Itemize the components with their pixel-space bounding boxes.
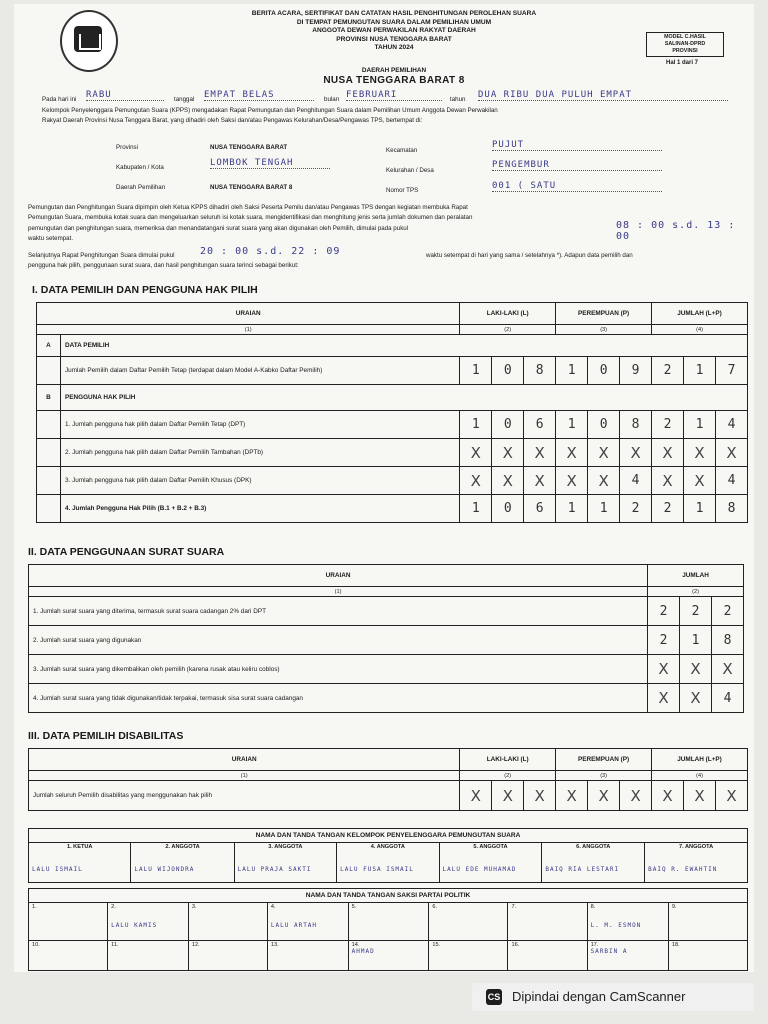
- table-disabilitas: URAIAN LAKI-LAKI (L) PEREMPUAN (P) JUMLAH (L+P) (1) (2) (3) (4) Jumlah seluruh Pemilih disabilitas yang menggunakan hak pilih X X X X X X X X X: [28, 748, 748, 811]
- value-cell: X: [492, 439, 524, 467]
- value-cell: X: [492, 467, 524, 495]
- paragraph-text: waktu setempat di hari yang sama / setelahnya *). Adapun data pemilih dan: [426, 252, 633, 259]
- kpps-name: LALU FUSA ISMAIL: [340, 866, 414, 873]
- value-cell: 4: [620, 467, 652, 495]
- intro-text: Rakyat Daerah Provinsi Nusa Tenggara Barat, yang dihadiri oleh Saksi dan/atau Pengawas Kelurahan/Desa/Pengawas TPS, bertempat di:: [42, 117, 423, 124]
- tanggal-label: tanggal: [174, 96, 195, 103]
- paragraph-text: pemungutan dan penghitungan suara, memeriksa dan menandatangani surat suara yang akan digunakan oleh Pemilih, dimulai pada pukul: [28, 225, 409, 232]
- tps-label: Nomor TPS: [386, 187, 419, 194]
- value-cell: X: [556, 467, 588, 495]
- header-line: DI TEMPAT PEMUNGUTAN SUARA DALAM PEMILIHAN UMUM: [296, 18, 492, 26]
- col-jumlah: JUMLAH (L+P): [652, 749, 748, 771]
- camscanner-icon: CS: [486, 989, 502, 1005]
- tahun-label: tahun: [450, 96, 466, 103]
- saksi-name: AHMAD: [351, 948, 375, 955]
- dapil-label: DAERAH PEMILIHAN: [361, 67, 427, 74]
- value-cell: 4: [712, 684, 744, 713]
- kpps-name: LALU WIJONDRA: [134, 866, 195, 873]
- value-cell: 2: [652, 495, 684, 523]
- section-1-title: I. DATA PEMILIH DAN PENGGUNA HAK PILIH: [32, 284, 258, 296]
- provinsi-value: NUSA TENGGARA BARAT: [210, 144, 288, 151]
- kecamatan-value: PUJUT: [492, 140, 662, 151]
- intro-text: Kelompok Penyelenggara Pemungutan Suara (KPPS) mengadakan Rapat Pemungutan dan Penghitungan Suara dalam Pemilihan Umum Anggota Dewan Perwakilan: [42, 107, 498, 114]
- kpps-name: LALU ISMAIL: [32, 866, 83, 873]
- value-cell: X: [684, 467, 716, 495]
- value-cell: 0: [492, 411, 524, 439]
- row-heading: PENGGUNA HAK PILIH: [60, 385, 747, 411]
- table-kpps-signatures: [28, 828, 748, 883]
- kpps-name: BAIQ R. EWAHTIN: [648, 866, 718, 873]
- kpps-cell: 3. ANGGOTA LALU PRAJA SAKTI: [234, 843, 336, 883]
- value-cell: 2: [648, 626, 680, 655]
- row-heading: DATA PEMILIH: [60, 335, 747, 357]
- value-cell: 2: [652, 411, 684, 439]
- saksi-name: SARBIN A: [590, 948, 628, 955]
- row-label: 2. Jumlah surat suara yang digunakan: [29, 626, 648, 655]
- value-cell: 1: [460, 411, 492, 439]
- saksi-name: L. M. ESMON: [590, 922, 642, 929]
- row-label: 1. Jumlah surat suara yang diterima, termasuk surat suara cadangan 2% dari DPT: [29, 597, 648, 626]
- value-cell: X: [648, 655, 680, 684]
- value-cell: 1: [680, 626, 712, 655]
- kelurahan-label: Kelurahan / Desa: [386, 167, 434, 174]
- value-cell: X: [556, 439, 588, 467]
- col-jumlah: JUMLAH: [648, 565, 744, 587]
- row-letter: B: [37, 385, 61, 411]
- row-label: Jumlah Pemilih dalam Daftar Pemilih Tetap (terdapat dalam Model A-Kabko Daftar Pemilih): [60, 357, 459, 385]
- col-laki: LAKI-LAKI (L): [460, 303, 556, 325]
- bulan-label: bulan: [324, 96, 340, 103]
- paragraph-text: Selanjutnya Rapat Penghitungan Suara dimulai pukul: [28, 252, 175, 259]
- tps-value: 001 ( SATU: [492, 181, 662, 192]
- value-cell: 9: [620, 357, 652, 385]
- kabupaten-label: Kabupaten / Kota: [116, 164, 164, 171]
- kpps-cell: 6. ANGGOTA BAIQ RIA LESTARI: [542, 843, 645, 883]
- saksi-title: NAMA DAN TANDA TANGAN SAKSI PARTAI POLITIK: [29, 889, 748, 903]
- value-cell: 0: [492, 495, 524, 523]
- value-cell: 0: [492, 357, 524, 385]
- value-cell: X: [524, 439, 556, 467]
- value-cell: X: [680, 684, 712, 713]
- kecamatan-label: Kecamatan: [386, 147, 418, 154]
- hari-label: Pada hari ini: [42, 96, 77, 103]
- header-line: TAHUN 2024: [374, 44, 414, 52]
- value-cell: X: [588, 781, 620, 811]
- value-cell: 4: [715, 411, 747, 439]
- section-3-title: III. DATA PEMILIH DISABILITAS: [28, 730, 184, 742]
- value-cell: X: [588, 467, 620, 495]
- tanggal-value: EMPAT BELAS: [204, 90, 314, 101]
- col-uraian: URAIAN: [29, 749, 460, 771]
- kpps-name: LALU EDE MUHAMAD: [442, 866, 517, 873]
- value-cell: X: [620, 781, 652, 811]
- header-line: ANGGOTA DEWAN PERWAKILAN RAKYAT DAERAH: [312, 27, 476, 35]
- value-cell: 6: [524, 411, 556, 439]
- table-saksi-signatures: NAMA DAN TANDA TANGAN SAKSI PARTAI POLITIK 1. 2. LALU KAMIS 3. 4. LALU ARTAH 5. 6. 7. 8. L. M. ESMON 9. 10. 11. 12. 13. 14. AHMAD 15. 16. 17. SARBIN A 18.: [28, 888, 748, 971]
- saksi-name: LALU ARTAH: [270, 922, 318, 929]
- row-letter: A: [37, 335, 61, 357]
- dapil-field-value: NUSA TENGGARA BARAT 8: [210, 184, 293, 191]
- value-cell: X: [588, 439, 620, 467]
- form-header: [164, 10, 624, 53]
- value-cell: X: [556, 781, 588, 811]
- value-cell: X: [652, 781, 684, 811]
- value-cell: 1: [460, 357, 492, 385]
- col-laki: LAKI-LAKI (L): [460, 749, 556, 771]
- value-cell: X: [524, 467, 556, 495]
- value-cell: 1: [684, 495, 716, 523]
- row-label: 1. Jumlah pengguna hak pilih dalam Daftar Pemilih Tetap (DPT): [60, 411, 459, 439]
- value-cell: X: [460, 439, 492, 467]
- value-cell: X: [715, 781, 747, 811]
- value-cell: X: [460, 781, 492, 811]
- value-cell: X: [712, 655, 744, 684]
- value-cell: 2: [648, 597, 680, 626]
- section-2-title: II. DATA PENGGUNAAN SURAT SUARA: [28, 546, 225, 558]
- header-line: PROVINSI NUSA TENGGARA BARAT: [336, 35, 452, 43]
- value-cell: 1: [588, 495, 620, 523]
- value-cell: X: [684, 781, 716, 811]
- value-cell: 1: [684, 411, 716, 439]
- header-line: BERITA ACARA, SERTIFIKAT DAN CATATAN HASIL PENGHITUNGAN PEROLEHAN SUARA: [251, 10, 537, 17]
- camscanner-badge: [472, 983, 754, 1011]
- row-label: Jumlah seluruh Pemilih disabilitas yang menggunakan hak pilih: [29, 781, 460, 811]
- table-data-pemilih: URAIAN LAKI-LAKI (L) PEREMPUAN (P) JUMLAH (L+P) (1) (2) (3) (4) A DATA PEMILIH Jumlah Pemilih dalam Daftar Pemilih Tetap (terdapat dalam Model A-Kabko Daftar Pemilih) 1 0 8 1 0 9 2 1 7 B PENGGUNA HAK PILIH 1. Jumlah pengguna hak pilih dalam Daftar Pemilih Tetap (DPT) 1 0 6 1 0 8 2 1 4 2. Jumlah pengguna hak pilih dalam Daftar Pemilih Tambahan (DPTb) X X X X X X X X X 3. Jumlah pengguna hak pilih dalam Daftar Pemilih Khusus (DPK) X X X X X 4 X X 4 4. Jumlah Pengguna Hak Pilih (B.1 + B.2 + B.3) 1 0 6 1 1 2 2 1 8: [36, 302, 748, 523]
- col-jumlah: JUMLAH (L+P): [652, 303, 748, 325]
- value-cell: 4: [715, 467, 747, 495]
- value-cell: X: [620, 439, 652, 467]
- kpps-name: LALU PRAJA SAKTI: [237, 866, 312, 873]
- col-uraian: URAIAN: [37, 303, 460, 325]
- table-surat-suara: URAIAN JUMLAH (1) (2) 1. Jumlah surat suara yang diterima, termasuk surat suara cadangan 2% dari DPT 2 2 2 2. Jumlah surat suara yang digunakan 2 1 8 3. Jumlah surat suara yang dikembalikan oleh pemilih (karena rusak atau keliru coblos) X X X 4. Jumlah surat suara yang tidak digunakan/tidak terpakai, termasuk sisa surat suara cadangan X X 4: [28, 564, 744, 713]
- rapat-time: 08 : 00 s.d. 13 : 00: [616, 220, 736, 242]
- kpps-name: BAIQ RIA LESTARI: [545, 866, 620, 873]
- bulan-value: FEBRUARI: [346, 90, 442, 101]
- kpps-cell: 2. ANGGOTA LALU WIJONDRA: [131, 843, 234, 883]
- value-cell: X: [652, 439, 684, 467]
- value-cell: 2: [680, 597, 712, 626]
- value-cell: X: [680, 655, 712, 684]
- value-cell: X: [492, 781, 524, 811]
- value-cell: 1: [460, 495, 492, 523]
- value-cell: 7: [715, 357, 747, 385]
- row-label: 3. Jumlah pengguna hak pilih dalam Daftar Pemilih Khusus (DPK): [60, 467, 459, 495]
- kpps-cell: 1. KETUA LALU ISMAIL: [29, 843, 131, 883]
- value-cell: 2: [712, 597, 744, 626]
- paragraph-text: Pemungutan Suara, membuka kotak suara dan mengeluarkan seluruh isi kotak suara, mengidentifikasi dan menghitung jenis serta jumlah dokumen dan peralatan: [28, 214, 473, 221]
- value-cell: X: [524, 781, 556, 811]
- kpps-cell: 5. ANGGOTA LALU EDE MUHAMAD: [439, 843, 542, 883]
- kpps-title: NAMA DAN TANDA TANGAN KELOMPOK PENYELENGGARA PEMUNGUTAN SUARA: [29, 829, 748, 843]
- penghitungan-time: 20 : 00 s.d. 22 : 09: [200, 246, 341, 257]
- kabupaten-value: LOMBOK TENGAH: [210, 158, 330, 169]
- row-label: 4. Jumlah Pengguna Hak Pilih (B.1 + B.2 + B.3): [60, 495, 459, 523]
- value-cell: X: [715, 439, 747, 467]
- dapil-field-label: Daerah Pemilihan: [116, 184, 166, 191]
- value-cell: X: [652, 467, 684, 495]
- paragraph-text: waktu setempat.: [28, 235, 74, 242]
- model-box: MODEL C.HASIL SALINAN-DPRD PROVINSI: [646, 32, 724, 57]
- paragraph-text: pengguna hak pilih, penggunaan surat suara, dan hasil penghitungan suara terinci sebagai berikut:: [28, 262, 299, 269]
- value-cell: 1: [556, 495, 588, 523]
- value-cell: 8: [715, 495, 747, 523]
- paragraph-text: Pemungutan dan Penghitungan Suara dipimpin oleh Ketua KPPS dihadiri oleh Saksi Peserta Pemilu dan/atau Pengawas TPS dengan kegiatan membuka Rapat: [28, 204, 468, 211]
- camscanner-text: Dipindai dengan CamScanner: [512, 989, 686, 1004]
- value-cell: 2: [652, 357, 684, 385]
- value-cell: 8: [712, 626, 744, 655]
- row-label: 3. Jumlah surat suara yang dikembalikan oleh pemilih (karena rusak atau keliru coblos): [29, 655, 648, 684]
- value-cell: 8: [524, 357, 556, 385]
- page-number: Hal 1 dari 7: [666, 60, 699, 66]
- row-label: 2. Jumlah pengguna hak pilih dalam Daftar Pemilih Tambahan (DPTb): [60, 439, 459, 467]
- value-cell: 6: [524, 495, 556, 523]
- kpu-logo: [60, 10, 118, 72]
- value-cell: 2: [620, 495, 652, 523]
- value-cell: X: [648, 684, 680, 713]
- value-cell: X: [684, 439, 716, 467]
- tahun-value: DUA RIBU DUA PULUH EMPAT: [478, 90, 728, 101]
- saksi-name: LALU KAMIS: [111, 922, 158, 929]
- col-perempuan: PEREMPUAN (P): [556, 749, 652, 771]
- form-page: [14, 4, 754, 972]
- col-perempuan: PEREMPUAN (P): [556, 303, 652, 325]
- value-cell: 0: [588, 411, 620, 439]
- col-uraian: URAIAN: [29, 565, 648, 587]
- kelurahan-value: PENGEMBUR: [492, 160, 662, 171]
- value-cell: 1: [556, 411, 588, 439]
- value-cell: X: [460, 467, 492, 495]
- dapil-title: NUSA TENGGARA BARAT 8: [323, 75, 465, 86]
- value-cell: 1: [684, 357, 716, 385]
- kpps-cell: 7. ANGGOTA BAIQ R. EWAHTIN: [645, 843, 748, 883]
- value-cell: 1: [556, 357, 588, 385]
- row-label: 4. Jumlah surat suara yang tidak digunakan/tidak terpakai, termasuk sisa surat suara cadangan: [29, 684, 648, 713]
- kpps-cell: 4. ANGGOTA LALU FUSA ISMAIL: [337, 843, 439, 883]
- hari-value: RABU: [86, 90, 164, 101]
- value-cell: 0: [588, 357, 620, 385]
- provinsi-label: Provinsi: [116, 144, 139, 151]
- value-cell: 8: [620, 411, 652, 439]
